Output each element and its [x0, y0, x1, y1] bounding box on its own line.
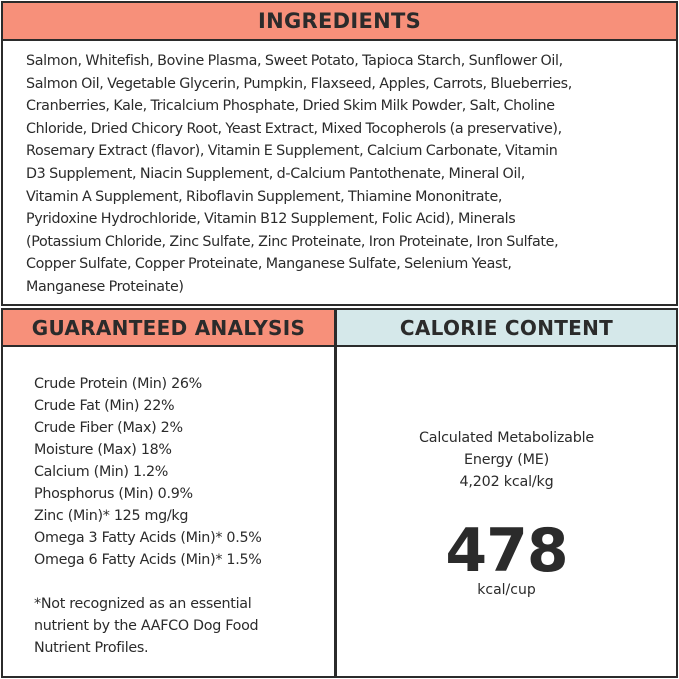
ingredients-line: Vitamin A Supplement, Riboflavin Supplement, Thiamine Mononitrate, [26, 188, 503, 205]
ingredients-line: Copper Sulfate, Copper Proteinate, Manganese Sulfate, Selenium Yeast, [26, 256, 512, 273]
guaranteed-analysis-panel [1, 308, 336, 678]
ingredients-line: Salmon, Whitefish, Bovine Plasma, Sweet Potato, Tapioca Starch, Sunflower Oil, [26, 53, 563, 69]
ingredients-header [3, 3, 676, 41]
footnote-line: *Not recognized as an essential [34, 596, 252, 612]
ingredients-line: Rosemary Extract (flavor), Vitamin E Supplement, Calcium Carbonate, Vitamin [26, 143, 558, 160]
me-value-kcal-per-kg: 4,202 kcal/kg [459, 474, 554, 490]
ingredients-line: Chloride, Dried Chicory Root, Yeast Extract, Mixed Tocopherols (a preservative), [26, 120, 562, 137]
ingredients-title: INGREDIENTS [257, 9, 422, 33]
ingredients-line: Cranberries, Kale, Tricalcium Phosphate, Dried Skim Milk Powder, Salt, Choline [26, 98, 555, 115]
guaranteed-analysis-title: GUARANTEED ANALYSIS [31, 315, 306, 340]
analysis-item: Phosphorus (Min) 0.9% [34, 486, 193, 502]
kcal-per-cup-value: 478 [445, 516, 568, 586]
analysis-item: Crude Fiber (Max) 2% [34, 420, 183, 436]
analysis-item: Calcium (Min) 1.2% [34, 464, 169, 480]
guaranteed-analysis-header [3, 310, 334, 347]
analysis-item: Crude Protein (Min) 26% [34, 376, 202, 392]
calorie-content-title: CALORIE CONTENT [399, 315, 614, 340]
calorie-content-header [337, 310, 676, 347]
analysis-item: Omega 6 Fatty Acids (Min)* 1.5% [34, 552, 262, 568]
ingredients-line: D3 Supplement, Niacin Supplement, d-Calcium Pantothenate, Mineral Oil, [26, 165, 525, 182]
me-label-line: Calculated Metabolizable [419, 430, 594, 446]
me-label-line: Energy (ME) [464, 452, 549, 468]
analysis-item: Omega 3 Fatty Acids (Min)* 0.5% [34, 530, 262, 546]
aafco-footnote [34, 593, 314, 659]
kcal-per-cup-unit: kcal/cup [477, 582, 536, 598]
analysis-item: Moisture (Max) 18% [34, 442, 172, 458]
ingredients-line: (Potassium Chloride, Zinc Sulfate, Zinc Proteinate, Iron Proteinate, Iron Sulfate, [26, 233, 559, 250]
ingredients-panel [1, 1, 678, 306]
ingredients-line: Manganese Proteinate) [26, 278, 184, 295]
ingredients-line: Pyridoxine Hydrochloride, Vitamin B12 Supplement, Folic Acid), Minerals [26, 211, 516, 228]
analysis-item: Crude Fat (Min) 22% [34, 398, 175, 414]
footnote-line: Nutrient Profiles. [34, 640, 149, 656]
footnote-line: nutrient by the AAFCO Dog Food [34, 618, 259, 634]
ingredients-text [3, 41, 676, 299]
analysis-item: Zinc (Min)* 125 mg/kg [34, 508, 189, 524]
calorie-content-body [337, 347, 676, 599]
guaranteed-analysis-list [3, 347, 334, 659]
ingredients-line: Salmon Oil, Vegetable Glycerin, Pumpkin, Flaxseed, Apples, Carrots, Blueberries, [26, 75, 572, 92]
calorie-content-panel [335, 308, 678, 678]
